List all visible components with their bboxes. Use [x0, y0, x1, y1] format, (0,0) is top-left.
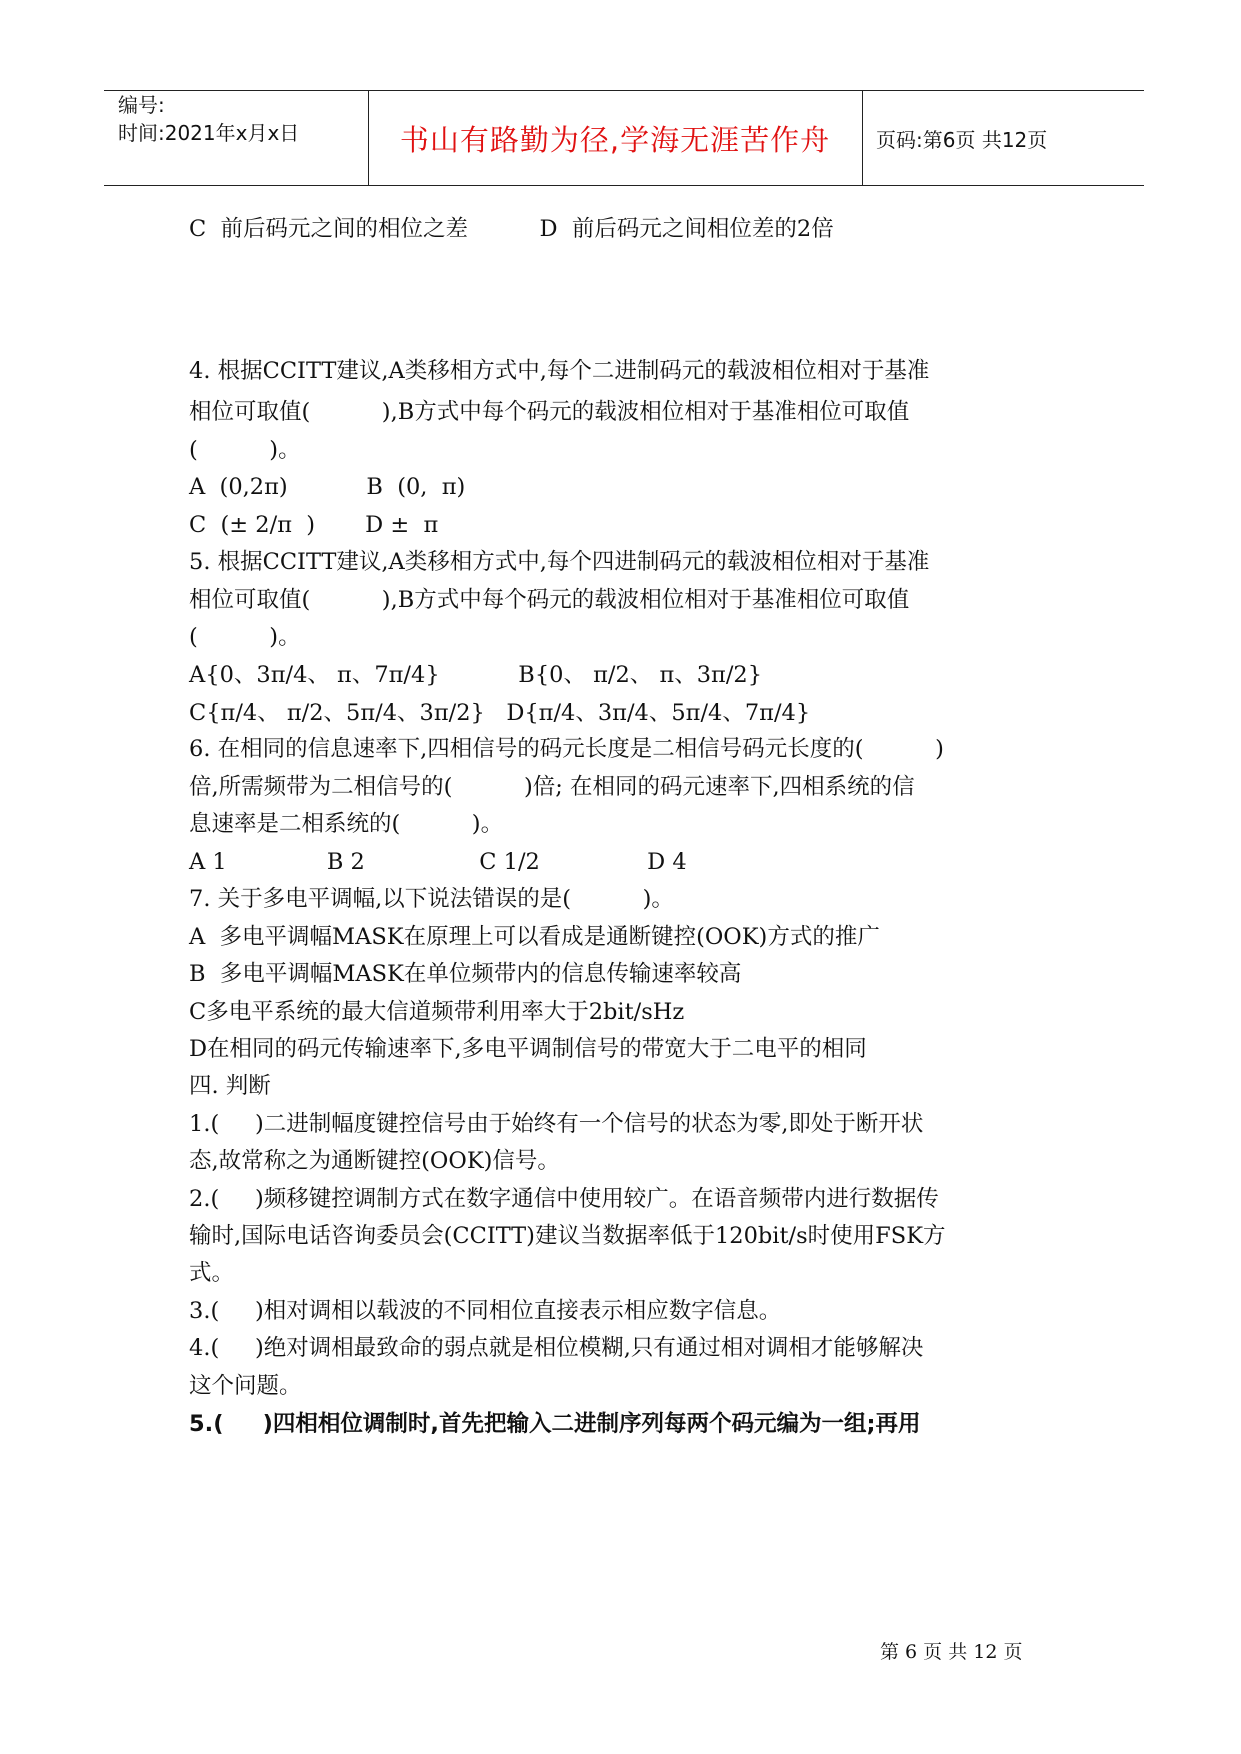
text-line: 2.( )频移键控调制方式在数字通信中使用较广。在语音频带内进行数据传	[189, 1186, 939, 1212]
page-header	[104, 90, 1144, 186]
text-line: ( )。	[189, 437, 301, 463]
text-line: A 多电平调幅MASK在原理上可以看成是通断键控(OOK)方式的推广	[189, 924, 880, 950]
text-line: 相位可取值( ),B方式中每个码元的载波相位相对于基准相位可取值	[189, 587, 910, 613]
text-line: 输时,国际电话咨询委员会(CCITT)建议当数据率低于120bit/s时使用FSK方	[189, 1223, 946, 1249]
text-line: 1.( )二进制幅度键控信号由于始终有一个信号的状态为零,即处于断开状	[189, 1111, 924, 1137]
text-line: 息速率是二相系统的( )。	[189, 811, 504, 837]
text-line: D在相同的码元传输速率下,多电平调制信号的带宽大于二电平的相同	[189, 1036, 867, 1062]
text-line: A 1 B 2 C 1/2 D 4	[189, 849, 687, 875]
page-footer: 第 6 页 共 12 页	[880, 1641, 1023, 1663]
text-line: C (± 2/π ) D ± π	[189, 512, 439, 538]
text-line: 3.( )相对调相以载波的不同相位直接表示相应数字信息。	[189, 1298, 782, 1324]
header-page-cell	[862, 91, 1144, 185]
section-heading: 四. 判断	[189, 1073, 271, 1099]
text-line: 这个问题。	[189, 1373, 302, 1399]
text-line: C{π/4、 π/2、5π/4、3π/2} D{π/4、3π/4、5π/4、7π/4}	[189, 700, 811, 726]
text-line: 4. 根据CCITT建议,A类移相方式中,每个二进制码元的载波相位相对于基准	[189, 358, 930, 384]
text-line: A{0、3π/4、 π、7π/4} B{0、 π/2、 π、3π/2}	[189, 662, 763, 688]
motto: 书山有路勤为径,学海无涯苦作舟	[399, 122, 831, 157]
number-label: 编号:	[118, 93, 165, 117]
text-line-bold: 5.( )四相相位调制时,首先把输入二进制序列每两个码元编为一组;再用	[189, 1411, 921, 1437]
text-line: B 多电平调幅MASK在单位频带内的信息传输速率较高	[189, 961, 742, 987]
text-line: 态,故常称之为通断键控(OOK)信号。	[189, 1148, 560, 1174]
text-line: 5. 根据CCITT建议,A类移相方式中,每个四进制码元的载波相位相对于基准	[189, 549, 930, 575]
text-line: C多电平系统的最大信道频带利用率大于2bit/sHz	[189, 999, 685, 1025]
page-info: 页码:第6页 共12页	[876, 127, 1048, 152]
text-line: 4.( )绝对调相最致命的弱点就是相位模糊,只有通过相对调相才能够解决	[189, 1335, 924, 1361]
header-motto-cell	[368, 91, 863, 185]
text-line: 式。	[189, 1260, 235, 1286]
text-line: 倍,所需频带为二相信号的( )倍; 在相同的码元速率下,四相系统的信	[189, 774, 915, 800]
text-line: C 前后码元之间的相位之差 D 前后码元之间相位差的2倍	[189, 216, 834, 242]
text-line: 6. 在相同的信息速率下,四相信号的码元长度是二相信号码元长度的( )	[189, 736, 944, 762]
text-line: ( )。	[189, 624, 301, 650]
header-left-cell	[104, 91, 369, 185]
text-line: 相位可取值( ),B方式中每个码元的载波相位相对于基准相位可取值	[189, 399, 910, 425]
time-label: 时间:2021年x月x日	[118, 121, 300, 145]
text-line: A (0,2π) B (0, π)	[189, 474, 466, 500]
text-line: 7. 关于多电平调幅,以下说法错误的是( )。	[189, 886, 674, 912]
